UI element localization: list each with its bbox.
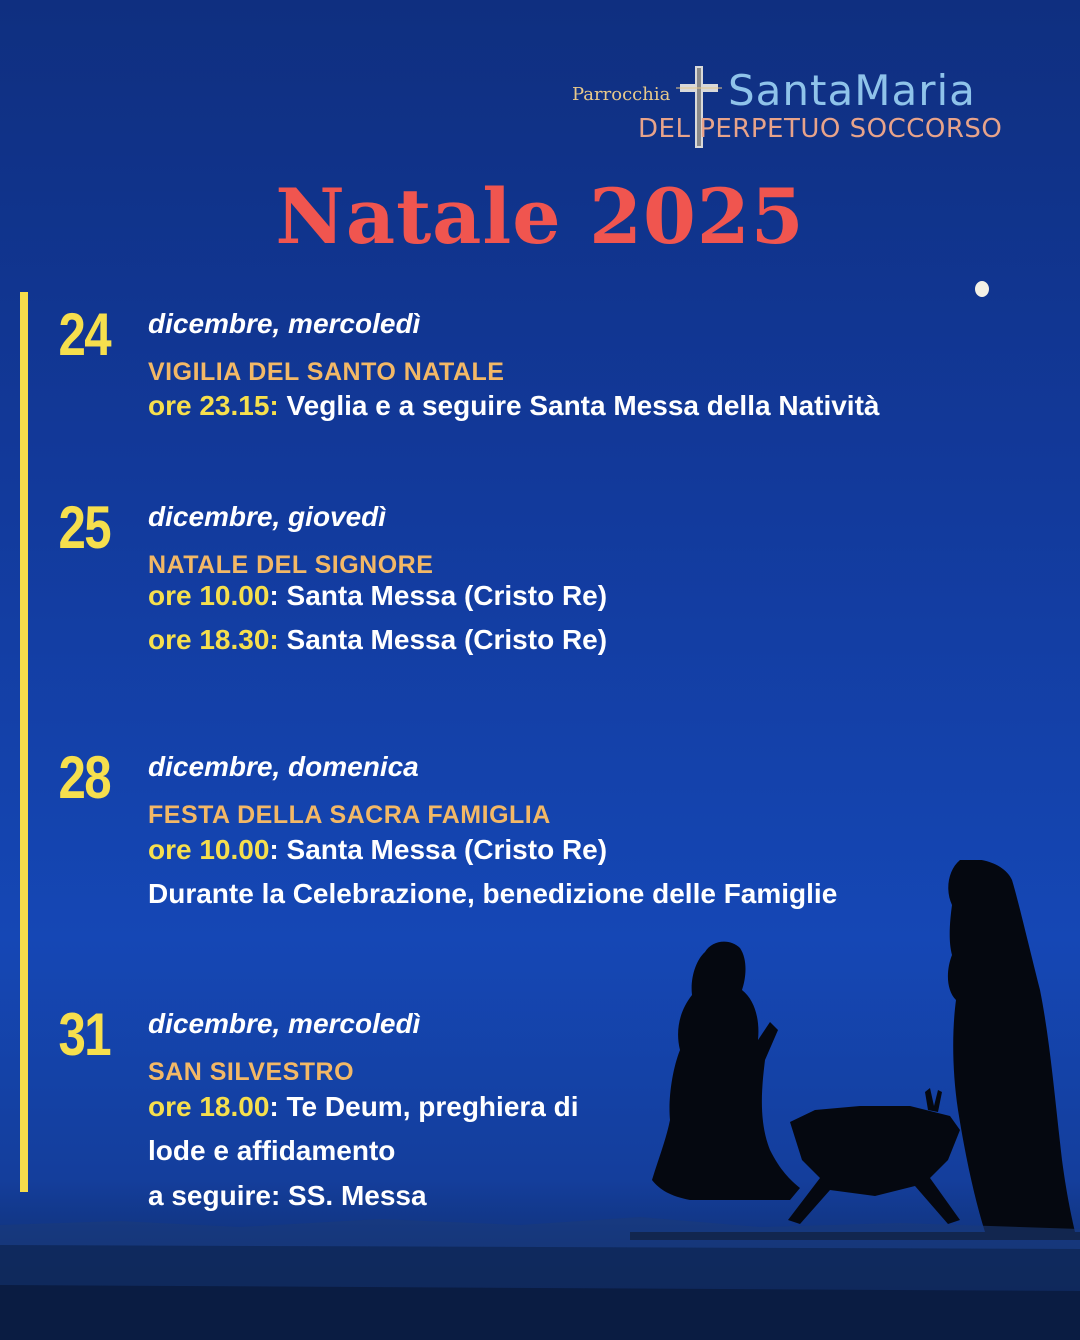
event-text: : Te Deum, preghiera di — [269, 1091, 579, 1122]
timeline-bar — [20, 292, 28, 1192]
event-text: : Santa Messa (Cristo Re) — [269, 580, 608, 611]
event-text: Durante la Celebrazione, benedizione delle Famiglie — [148, 878, 838, 909]
event-feast: FESTA DELLA SACRA FAMIGLIA — [148, 801, 551, 829]
event-line — [148, 834, 607, 866]
event-text: : Santa Messa (Cristo Re) — [269, 834, 608, 865]
event-time: ore 18.30: — [148, 624, 279, 655]
event-time: ore 23.15: — [148, 390, 279, 421]
parish-logo — [568, 62, 1048, 152]
event-line — [148, 1091, 579, 1123]
nativity-silhouette — [630, 860, 1080, 1240]
event-text: Veglia e a seguire Santa Messa della Natività — [278, 390, 880, 421]
event-line — [148, 1180, 427, 1212]
event-feast: VIGILIA DEL SANTO NATALE — [148, 358, 505, 386]
event-weekday: dicembre, mercoledì — [148, 1008, 421, 1039]
logo-parrocchia-text: Parrocchia — [572, 84, 671, 105]
event-text: a seguire: SS. Messa — [148, 1180, 427, 1211]
event-line — [148, 390, 879, 422]
event-feast: NATALE DEL SIGNORE — [148, 551, 434, 579]
logo-subtitle-text: DEL PERPETUO SOCCORSO — [638, 114, 1003, 144]
event-day: 25 — [58, 494, 110, 561]
event-weekday: dicembre, mercoledì — [148, 308, 421, 339]
event-text: Santa Messa (Cristo Re) — [278, 624, 608, 655]
logo-santamaria-text: SantaMaria — [728, 66, 976, 115]
event-day: 24 — [58, 301, 110, 368]
event-time: ore 10.00 — [148, 580, 270, 611]
page-title: Natale 2025 — [275, 172, 805, 261]
event-line — [148, 580, 607, 612]
event-text: lode e affidamento — [148, 1135, 396, 1166]
event-line — [148, 624, 607, 656]
moon-icon — [975, 281, 989, 297]
event-day: 28 — [58, 744, 110, 811]
event-weekday: dicembre, domenica — [148, 751, 419, 782]
event-weekday: dicembre, giovedì — [148, 501, 387, 532]
event-time: ore 18.00 — [148, 1091, 270, 1122]
event-line — [148, 1135, 395, 1167]
event-day: 31 — [58, 1001, 110, 1068]
event-feast: SAN SILVESTRO — [148, 1058, 355, 1086]
horizon-landscape — [0, 1215, 1080, 1340]
event-time: ore 10.00 — [148, 834, 270, 865]
